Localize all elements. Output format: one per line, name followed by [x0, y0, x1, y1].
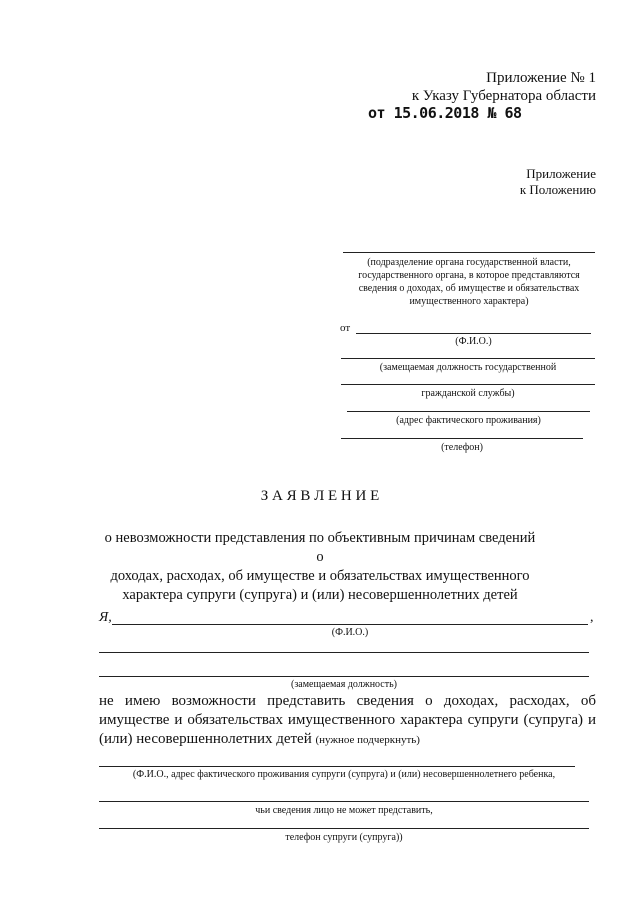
spouse-line-1[interactable] [99, 766, 575, 767]
decree-date-number: от 15.06.2018 № 68 [368, 104, 522, 122]
para-note: (нужное подчеркнуть) [315, 734, 420, 746]
appendix-regulation: к Положению [519, 182, 596, 197]
dept-caption [333, 256, 605, 308]
subtitle-line: характера супруги (супруга) и (или) несовершеннолетних детей [122, 587, 518, 603]
spouse-caption-2: чьи сведения лицо не может представить, [255, 805, 433, 816]
applicant-position-line-2[interactable] [99, 676, 589, 677]
dept-line[interactable] [343, 252, 595, 253]
applicant-position-caption: (замещаемая должность) [290, 679, 397, 690]
i-label: Я, [99, 610, 112, 625]
appendix-number: Приложение № 1 [486, 70, 596, 86]
para-line: не имею возможности представить сведения о доходах, расходах, об [99, 693, 596, 709]
subtitle-line: о невозможности представления по объективным причинам сведений о [104, 530, 536, 565]
fio-caption: (Ф.И.О.) [455, 336, 492, 347]
position-line[interactable] [341, 358, 595, 359]
from-label: от [340, 322, 351, 334]
service-line[interactable] [341, 384, 595, 385]
applicant-fio-caption: (Ф.И.О.) [331, 627, 369, 638]
position-caption: (замещаемая должность государственной [379, 362, 557, 373]
address-caption: (адрес фактического проживания) [396, 415, 541, 426]
document-subtitle [100, 529, 540, 605]
para-line [99, 730, 420, 750]
phone-line[interactable] [341, 438, 583, 439]
para-line: имуществе и обязательствах имущественного характера супруги (супруга) и [99, 712, 596, 728]
comma: , [590, 610, 594, 625]
service-caption: гражданской службы) [421, 388, 515, 399]
document-title: З А Я В Л Е Н И Е [260, 488, 380, 504]
from-fio-line[interactable] [356, 333, 591, 334]
dept-caption-line: имущественного характера) [409, 296, 529, 307]
phone-caption: (телефон) [441, 442, 483, 453]
spouse-caption-3: телефон супруги (супруга)) [285, 832, 403, 843]
para-text: (или) несовершеннолетних детей [99, 731, 312, 747]
subtitle-line: доходах, расходах, об имуществе и обязательствах имущественного [110, 568, 530, 584]
dept-caption-line: (подразделение органа государственной власти, [367, 257, 571, 268]
decree-reference: к Указу Губернатора области [411, 88, 596, 104]
appendix-label: Приложение [526, 166, 596, 181]
dept-caption-line: государственного органа, в которое представляются [358, 270, 580, 281]
spouse-line-3[interactable] [99, 828, 589, 829]
applicant-fio-line[interactable] [112, 624, 588, 625]
spouse-caption-1: (Ф.И.О., адрес фактического проживания супруги (супруга) и (или) несовершеннолетнего ребенка, [132, 769, 556, 780]
applicant-position-line-1[interactable] [99, 652, 589, 653]
address-line[interactable] [347, 411, 590, 412]
spouse-line-2[interactable] [99, 801, 589, 802]
dept-caption-line: сведения о доходах, об имуществе и обязательствах [358, 283, 580, 294]
